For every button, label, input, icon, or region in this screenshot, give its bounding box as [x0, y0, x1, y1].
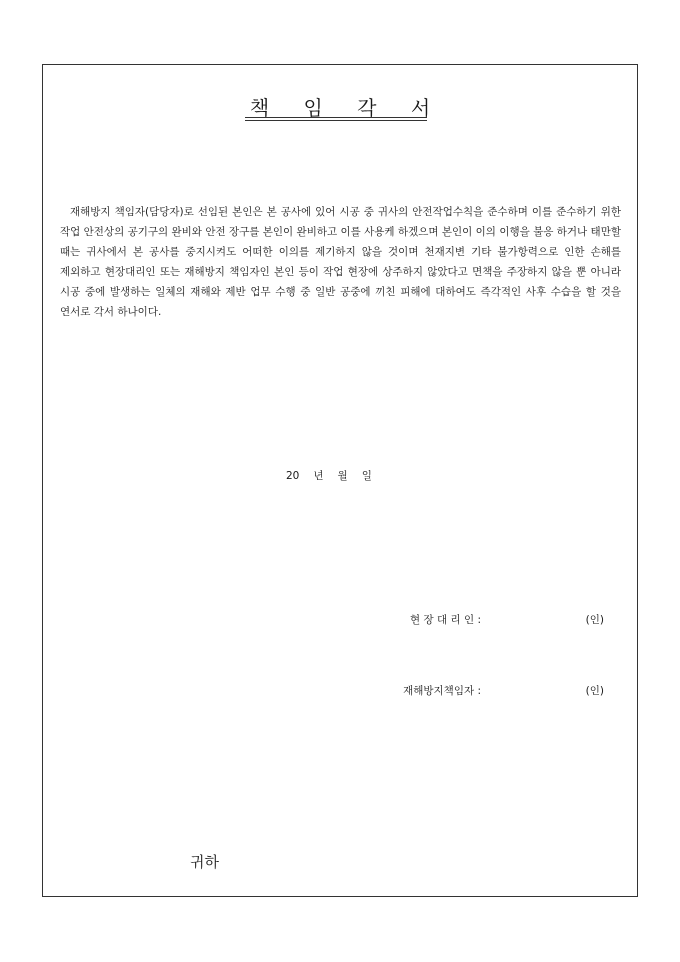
date-month-unit: 월	[337, 470, 348, 482]
recipient-honorific: 귀하	[190, 853, 219, 871]
signature-label-site-agent: 현 장 대 리 인 :	[410, 614, 481, 626]
seal-mark-safety-manager: (인)	[585, 685, 604, 697]
pledge-body-text: 재해방지 책임자(담당자)로 선임된 본인은 본 공사에 있어 시공 중 귀사의 안전작업수칙을 준수하며 이를 준수하기 위한 작업 안전상의 공기구의 완비와 안전 장구를 본인이 완비하고 이를 사용케 하겠으며 본인이 이의 이행을 불응 하거나 태만할 때는 귀사에서 본 공사를 중지시켜도 어떠한 이의를 제기하지 않을 것이며 천재지변 기타 불가항력으로 인한 손해를 제외하고 현장대리인 또는 재해방지 책임자인 본인 등이 작업 현장에 상주하지 않았다고 면책을 주장하지 않을 뿐 아니라 시공 중에 발생하는 일체의 재해와 제반 업무 수행 중 일반 공중에 끼친 피해에 대하여도 즉각적인 사후 수습을 할 것을 연서로 각서 하나이다.	[60, 206, 621, 318]
seal-mark-site-agent: (인)	[585, 614, 604, 626]
document-frame	[42, 64, 638, 897]
title-double-underline	[245, 117, 427, 121]
signature-label-safety-manager: 재해방지책임자 :	[403, 685, 481, 697]
date-day-unit: 일	[361, 470, 372, 482]
date-year-prefix: 20	[286, 470, 300, 482]
document-title: 책 임 각 서	[249, 96, 445, 120]
date-year-unit: 년	[313, 470, 324, 482]
date-line	[286, 468, 386, 483]
